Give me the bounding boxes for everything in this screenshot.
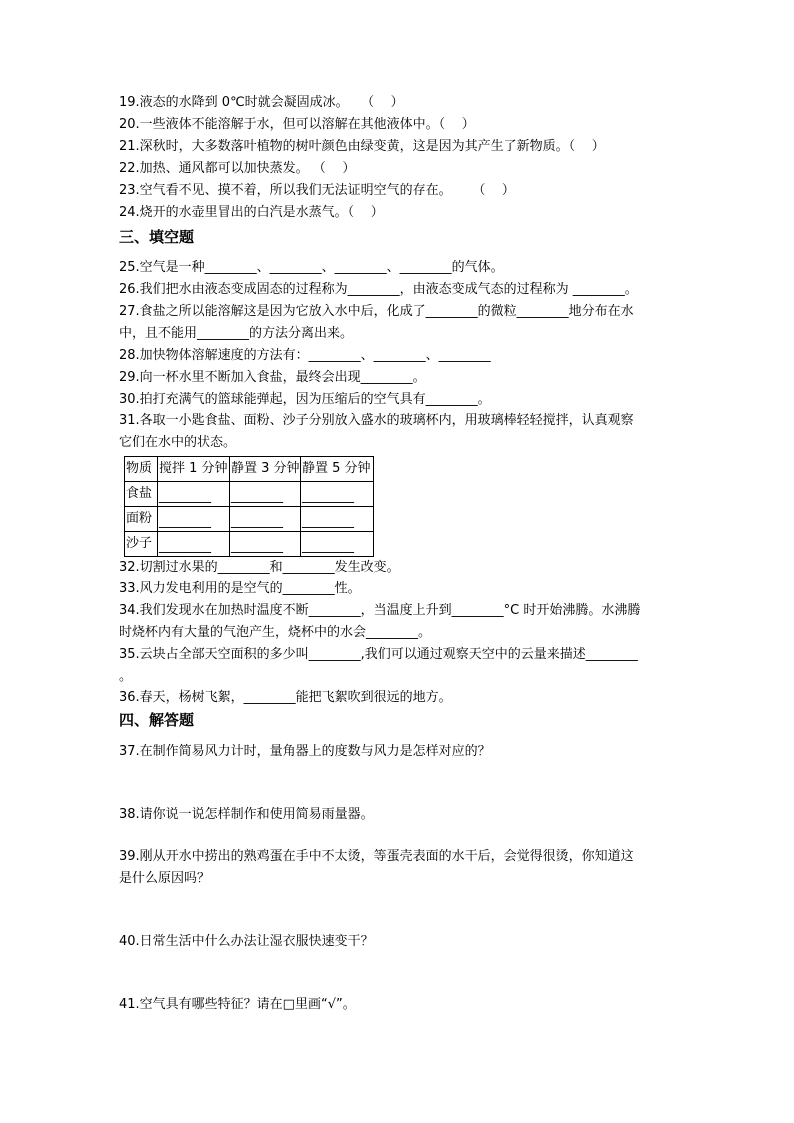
question-35-line-2: 。 [119,669,133,684]
table-blank-cell: ________ [301,507,374,532]
table-blank-cell: ________ [230,507,301,532]
observation-table [124,456,374,557]
question-41: 41.空气具有哪些特征？请在□里画“√”。 [119,997,356,1012]
table-blank-cell: ________ [301,482,374,507]
question-27-line-2: 中，且不能用________的方法分离出来。 [119,326,354,341]
question-32: 32.切割过水果的________和________发生改变。 [119,560,400,575]
question-24: 24.烧开的水壶里冒出的白汽是水蒸气。（ ） [119,205,384,220]
table-row-label: 食盐 [125,482,158,507]
question-23: 23.空气看不见、摸不着，所以我们无法证明空气的存在。 （ ） [119,183,515,198]
question-28: 28.加快物体溶解速度的方法有：________、________、________ [119,348,491,363]
question-31-line-2: 它们在水中的状态。 [119,435,237,450]
question-37: 37.在制作简易风力计时，量角器上的度数与风力是怎样对应的？ [119,744,491,759]
question-40: 40.日常生活中什么办法让湿衣服快速变干？ [119,934,374,949]
question-38: 38.请你说一说怎样制作和使用简易雨量器。 [119,807,374,822]
question-34-line-2: 时烧杯内有大量的气泡产生，烧杯中的水会________。 [119,625,432,640]
table-blank-cell: ________ [158,532,230,557]
question-22: 22.加热、通风都可以加快蒸发。 （ ） [119,161,356,176]
table-header-cell: 静置 3 分钟 [230,457,301,482]
question-25: 25.空气是一种________、________、________、________的气体。 [119,260,504,275]
question-35-line-1: 35.云块占全部天空面积的多少叫________,我们可以通过观察天空中的云量来描述________ [119,647,638,662]
question-33: 33.风力发电利用的是空气的________性。 [119,581,361,596]
table-row [125,507,374,532]
table-row [125,482,374,507]
section-heading-answer: 四、解答题 [119,711,195,729]
table-header-cell: 搅拌 1 分钟 [158,457,230,482]
question-19: 19.液态的水降到 0℃时就会凝固成冰。 （ ） [119,95,404,110]
table-blank-cell: ________ [158,482,230,507]
question-34-line-1: 34.我们发现水在加热时温度不断________，当温度上升到________°C 时开始沸腾。水沸腾 [119,603,641,618]
section-heading-fill: 三、填空题 [119,228,195,246]
question-20: 20.一些液体不能溶解于水，但可以溶解在其他液体中。（ ） [119,117,475,132]
table-blank-cell: ________ [158,507,230,532]
table-header-cell: 物质 [125,457,158,482]
table-row [125,532,374,557]
question-26: 26.我们把水由液态变成固态的过程称为________，由液态变成气态的过程称为 ________。 [119,282,638,297]
question-21: 21.深秋时，大多数落叶植物的树叶颜色由绿变黄，这是因为其产生了新物质。（ ） [119,139,605,154]
question-39-line-2: 是什么原因吗？ [119,871,211,886]
question-31-line-1: 31.各取一小匙食盐、面粉、沙子分别放入盛水的玻璃杯内，用玻璃棒轻轻搅拌，认真观察 [119,413,634,428]
table-blank-cell: ________ [301,532,374,557]
question-30: 30.拍打充满气的篮球能弹起，因为压缩后的空气具有________。 [119,392,491,407]
question-39-line-1: 39.刚从开水中捞出的熟鸡蛋在手中不太烫，等蛋壳表面的水干后，会觉得很烫，你知道这 [119,849,634,864]
table-header-row [125,457,374,482]
question-36: 36.春天，杨树飞絮，________能把飞絮吹到很远的地方。 [119,690,452,705]
table-row-label: 面粉 [125,507,158,532]
table-header-cell: 静置 5 分钟 [301,457,374,482]
question-29: 29.向一杯水里不断加入食盐，最终会出现________。 [119,370,426,385]
table-blank-cell: ________ [230,482,301,507]
table-row-label: 沙子 [125,532,158,557]
question-27-line-1: 27.食盐之所以能溶解这是因为它放入水中后，化成了________的微粒________地分布在水 [119,304,634,319]
table-blank-cell: ________ [230,532,301,557]
